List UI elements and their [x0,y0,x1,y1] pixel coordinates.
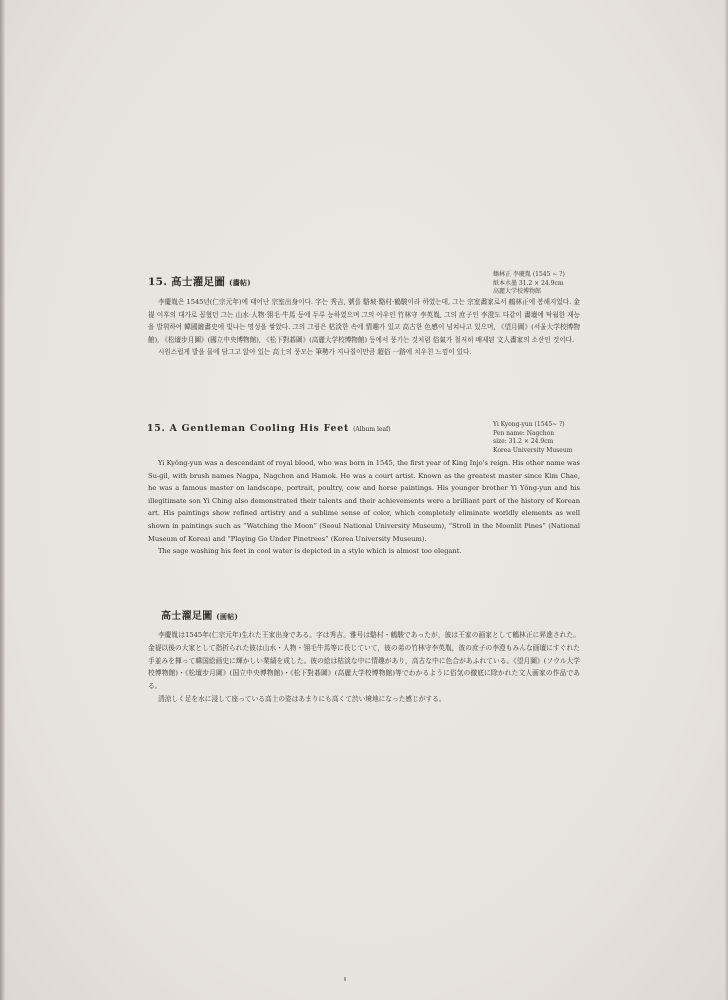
korean-paragraph: 李慶胤은 1545년(仁宗元年)에 태어난 宗室出身이다. 字는 秀吉, 號를 駱坡·駱村·鶴駿이라 하였는데, 그는 宗室畵家로서 鶴林正에 봉해지었다. 金禔 이후의 대가로 꼽혔던 그는 山水·人物·翎毛·牛馬 등에 두루 능하였으며 그의 아우인 竹林守 李英胤, 그의 庶子인 李澄도 다같이 畵壇에 탁월한 재능을 발휘하여 韓國繪畵史에 빛나는 명성을 쌓았다. 그의 그림은 枯淡한 속에 情趣가 있고 高古한 色感이 넘쳐나고 있으며, 《望月圖》(서울大学校博物館), 《松壇步月圖》(國立中央博物館), 《松下對碁圖》(高麗大学校博物館) 등에서 풍기는 것처럼 俗氣가 철저히 배제된 文人畵家의 소산인 것이다. [148,298,580,344]
english-credit-line: Yi Kyong-yun (1545~ ?) [493,421,565,428]
english-credit-line: Pen name: Nagchon [493,429,555,437]
english-paragraph: The sage washing his feet in cool water is depicted in a style which is almost too elegant. [158,547,462,556]
english-credit-line: Korea University Museum [493,446,573,454]
page-edge-right [724,0,728,1000]
japanese-title-text: 高士濯足圖 [161,611,213,622]
korean-title [148,274,251,289]
korean-credit-line: 鶴林正 李慶胤 (1545 ~ ?) [493,271,565,278]
paper-speck [344,977,346,981]
japanese-paragraph: 李慶胤は1545年(仁宗元年)生れた王家出身である。字は秀吉。雅号は駱村・鶴駿であったが，彼は王家の画家として鶴林正に昇進された。金禔以後の大家として指折られた彼は山水・人物・翎毛牛馬等に長じていて，彼の弟の竹林守李英胤，彼の庶子の李澄もみんな画壇にすぐれた手並みを揮って韓国絵画史に輝かしい業績を成した。彼の絵は枯淡な中に情趣があり，高古な中に色合があふれている。《望月圖》(ソウル大学校博物館)・《松壇步月圖》(国立中央博物館)・《松下對碁圖》(高麗大学校博物館)等でわかるように俗気の徹底に除かれた文人画家の作品である。 [148,631,580,691]
korean-credit-line: 高麗大学校博物館 [493,288,542,295]
english-credit [493,421,572,455]
english-title [147,423,391,434]
english-title-text: 15. A Gentleman Cooling His Feet [147,423,350,434]
english-credit-line: size: 31.2 × 24.9cm [493,438,554,445]
english-paragraph: Yi Kyŏng-yun was a descendant of royal blood, who was born in 1545, the first year of King Injo's reign. His other name was Su-gil, with brush names Nagpa, Nagchon and Hamok. He was a court artist. Known as the greatest master since Kim Chae, he was a famous master on landscape, portrait, poultry, cow and horse paintings. His younger brother Yi Yŏng-yun and his illegitimate son Yi Ching also demonstrated their talents and their achievements were a brilliant part of the history of Korean art. His paintings show refined artistry and a sublime sense of color, which completely eliminate worldly elements as well shown in paintings such as “Watching the Moon” (Seoul National University Museum), “Stroll in the Moonlit Pines” (National Museum of Korea) and “Playing Go Under Pinetrees” (Korea University Museum). [148,459,580,543]
korean-credit-line: 紙本水墨 31.2 × 24.9cm [493,279,564,287]
korean-credit [493,271,565,297]
korean-title-text: 15. 高士濯足圖 [148,276,226,288]
korean-paragraph: 시원스럽게 발을 물에 담그고 앉아 있는 高士의 풍모는 筆勢가 지나칠이만큼 超俗 一路에 치우친 느낌이 있다. [158,348,472,357]
japanese-title [161,607,238,622]
page-edge-left [0,0,5,1000]
japanese-text [148,629,580,706]
korean-text [148,296,580,359]
japanese-paragraph: 清涼しく足を水に浸して座っている高士の姿はあまりにも高くて渋い境地になった感じがする。 [158,694,446,703]
english-title-note: (Album leaf) [353,426,391,433]
english-text [148,457,580,558]
korean-title-note: (畵帖) [229,278,251,287]
japanese-title-note: (画帖) [216,612,239,621]
